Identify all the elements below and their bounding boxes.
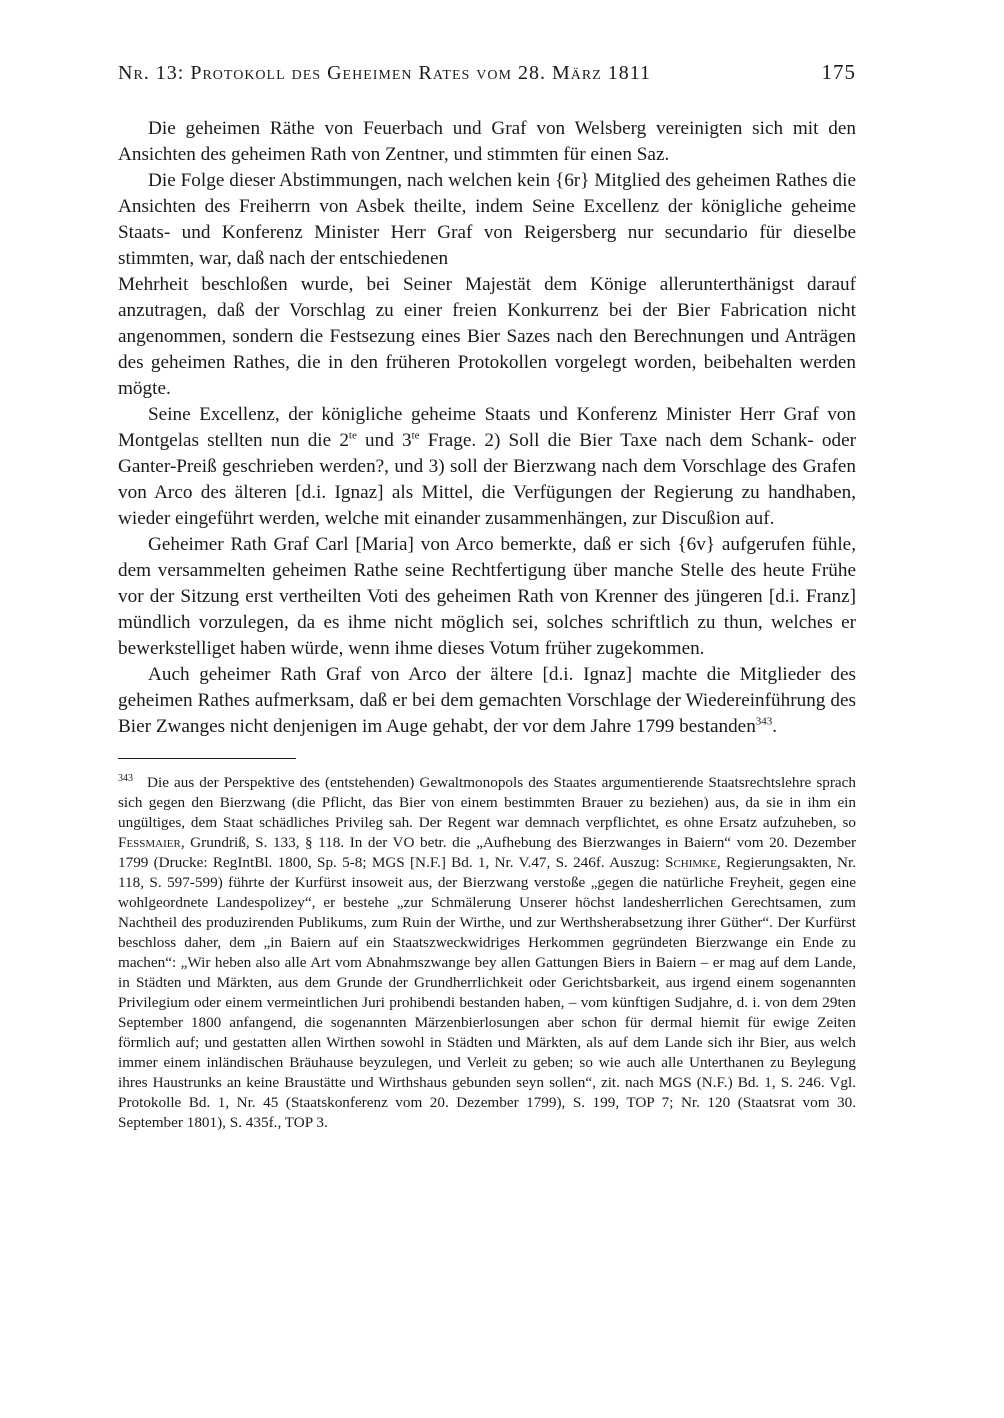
superscript-te-2: te [411, 429, 420, 442]
paragraph-3-text-b: und 3 [356, 430, 412, 451]
footnote-number: 343 [118, 772, 133, 784]
main-text [118, 116, 856, 740]
paragraph-5 [118, 662, 856, 740]
running-title: Nr. 13: Protokoll des Geheimen Rates vom 28. März 1811 [118, 62, 652, 84]
paragraph-5-end: . [772, 716, 778, 737]
paragraph-1: Die geheimen Räthe von Feuerbach und Graf von Welsberg vereinigten sich mit den Ansichten des geheimen Rath von Zentner, und stimmten für einen Saz. [118, 118, 856, 165]
footnote-separator [118, 758, 296, 759]
resolution-block: Mehrheit beschloßen wurde, bei Seiner Majestät dem Könige allerunterthänigst darauf anzutragen, daß der Vorschlag zu einer freien Konkurrenz bei der Bier Fabrication nicht angenommen, sondern die Festsezung eines Bier Sazes nach den Berechnungen und Anträgen des geheimen Rathes, die in den früheren Protokollen vorgelegt worden, beibehalten werden mögte. [118, 274, 856, 399]
page-number: 175 [821, 60, 856, 84]
paragraph-3 [118, 402, 856, 532]
running-header [118, 60, 856, 94]
footnote-text-1: Die aus der Perspektive des (entstehenden) Gewaltmonopols des Staates argumentierende Staatsrechtslehre sprach sich gegen den Bierzwang (die Pflicht, das Bier von einem bestimmten Brauer zu beziehen) aus, da sie in ihm ein ungültiges, dem Staat schädliches Privileg sah. Der Regent war demnach verpflichtet, es ohne Ersatz aufzuheben, so [118, 774, 856, 831]
footnote-text-3: , Regierungsakten, Nr. 118, S. 597-599) führte der Kurfürst insoweit aus, der Bierzwang verstoße „gegen die natürliche Freyheit, gegen eine wohlgeordnete Landespolizey“, er bestehe „zur Schmälerung Unserer höchst landesherrlichen Gerechtsamen, zum Nachtheil des produzirenden Publikums, zum Ruin der Wirthe, und zur Werthsherabsetzung ihrer Güther“. Der Kurfürst beschloss daher, dem „in Baiern auf ein Staatszweckwidriges Herkommen gegründeten Bierzwange ein Ende zu machen“: „Wir heben also alle Art vom Abnahmszwange bey allen Gattungen Biers in Baiern – er mag auf dem Lande, in Städten und Märkten, aus dem Grunde der Grundherrlichkeit oder Gerichtsbarkeit, aus irgend einem sogenannten Privilegium oder einem vermeintlichen Juri prohibendi bestanden haben, – vom künftigen Sudjahre, d. i. von dem 29ten September 1800 anfangend, die sogenannten Märzenbierlosungen aber schon für dermal hiemit für ewige Zeiten förmlich auf; und gestatten allen Wirthen sowohl in Städten und Märkten, als auf dem Lande sich ihr Bier, aus welch immer einem inländischen Bräuhause beyzulegen, und Verleit zu geben; so wie auch alle Unterthanen zu Beylegung ihres Haustrunks an keine Braustätte und Wirthshaus gebunden seyn sollen“, zit. nach MGS (N.F.) Bd. 1, S. 246. Vgl. Protokolle Bd. 1, Nr. 45 (Staatskonferenz vom 20. Dezember 1799), S. 199, TOP 7; Nr. 120 (Staatsrat vom 30. September 1801), S. 435f., TOP 3. [118, 854, 856, 1131]
document-page [118, 60, 856, 1133]
paragraph-3-text-a: Seine Excellenz, der königliche geheime Staats und Konferenz Minister Herr Graf von Montgelas stellten nun die 2 [118, 404, 856, 451]
superscript-te-1: te [348, 429, 357, 442]
paragraph-3-text-c: Frage. 2) Soll die Bier Taxe nach dem Schank- oder Ganter-Preiß geschrieben werden?, und 3) soll der Bierzwang nach dem Vorschlage des Grafen von Arco des älteren [d.i. Ignaz] als Mittel, die Verfügungen der Regierung zu handhaben, wieder eingeführt werden, welche mit einander zusammenhängen, zur Discußion auf. [118, 430, 856, 529]
footnote-343 [118, 773, 856, 1133]
footnote-text-2: , Grundriß, S. 133, § 118. In der VO betr. die „Aufhebung des Bierzwanges in Baiern“ vom 20. Dezember 1799 (Drucke: RegIntBl. 1800, Sp. 5-8; MGS [N.F.] Bd. 1, Nr. V.47, S. 246f. Auszug: [118, 834, 856, 871]
author-name-fessmaier: Fessmaier [118, 834, 181, 851]
paragraph-2: Die Folge dieser Abstimmungen, nach welchen kein {6r} Mitglied des geheimen Rathes die Ansichten des Freiherrn von Asbek theilte, indem Seine Excellenz der königliche geheime Staats- und Konferenz Minister Herr Graf von Reigersberg nur secundario für dieselbe stimmten, war, daß nach der entschiedenen [118, 170, 856, 269]
footnote-reference: 343 [755, 715, 773, 728]
paragraph-4: Geheimer Rath Graf Carl [Maria] von Arco bemerkte, daß er sich {6v} aufgerufen fühle, dem versammelten geheimen Rathe seine Rechtfertigung über manche Stelle des heute Frühe vor der Sitzung erst vertheilten Voti des geheimen Rath von Krenner des jüngeren [d.i. Franz] mündlich vorzulegen, da es ihme nicht möglich sei, solches schriftlich zu thun, welches er bewerkstelliget haben würde, wenn ihme dieses Votum früher zugekommen. [118, 534, 856, 659]
paragraph-5-text: Auch geheimer Rath Graf von Arco der ältere [d.i. Ignaz] machte die Mitglieder des geheimen Rathes aufmerksam, daß er bei dem gemachten Vorschlage der Wiedereinführung des Bier Zwanges nicht denjenigen im Auge gehabt, der vor dem Jahre 1799 bestanden [118, 664, 856, 737]
author-name-schimke: Schimke [665, 854, 717, 871]
